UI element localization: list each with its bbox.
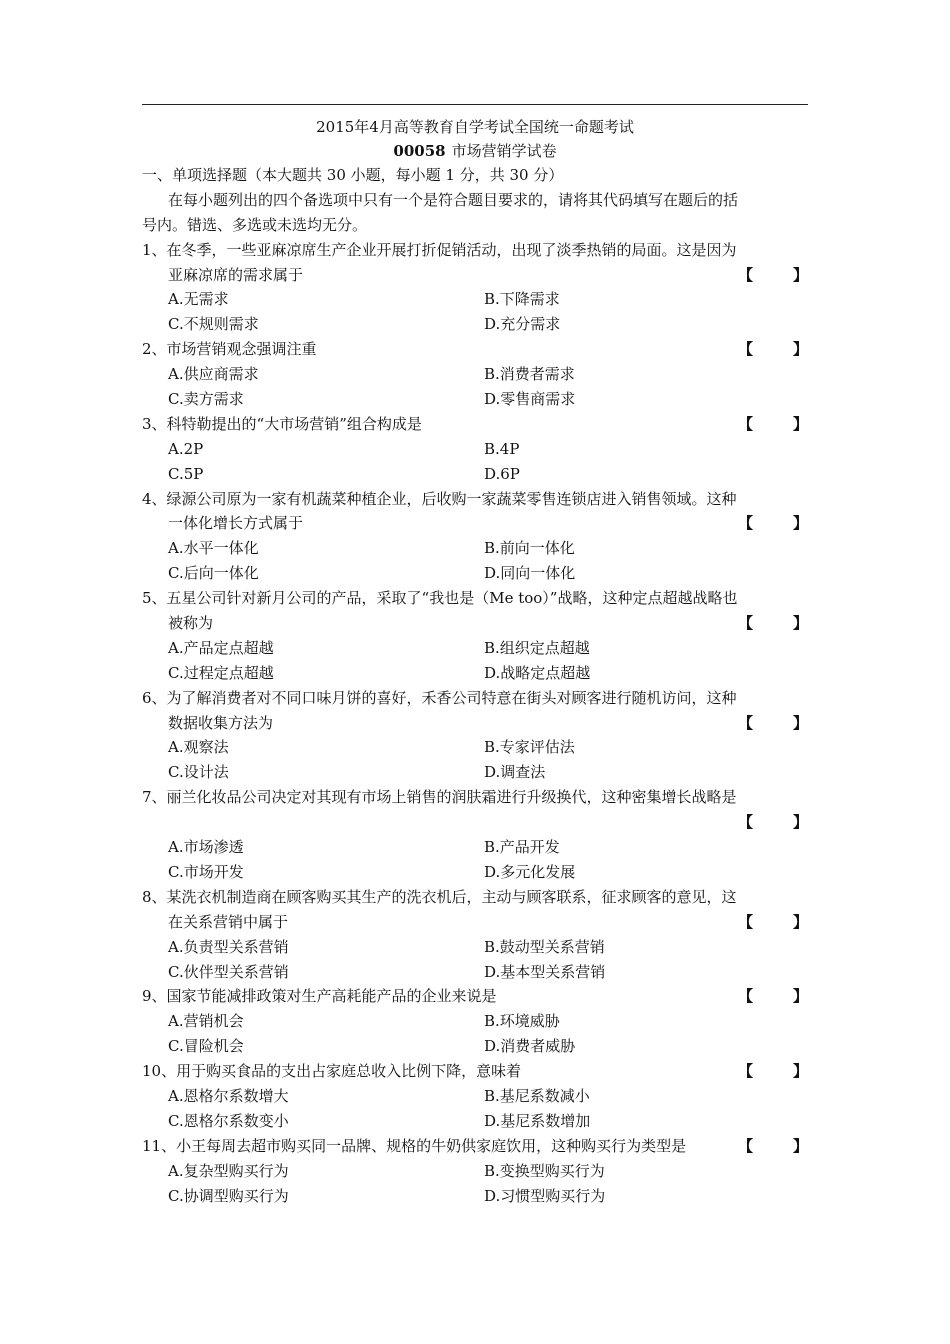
instruction-line-1: 在每小题列出的四个备选项中只有一个是符合题目要求的，请将其代码填写在题后的括 <box>168 190 739 209</box>
question-text: 2、市场营销观念强调注重 <box>142 340 317 359</box>
bracket-right: 】 <box>792 614 808 633</box>
question-9 <box>142 984 808 1059</box>
question-text: 被称为 <box>168 614 214 633</box>
question-stem <box>142 785 808 810</box>
question-stem-continued <box>142 263 808 288</box>
exam-title: 2015年4月高等教育自学考试全国统一命题考试 <box>316 118 634 136</box>
question-4 <box>142 487 808 587</box>
option-row <box>142 835 808 860</box>
option-c: C.过程定点超越 <box>168 663 274 682</box>
question-stem <box>142 1134 808 1159</box>
question-stem-continued <box>142 611 808 636</box>
option-row <box>142 860 808 885</box>
question-1 <box>142 238 808 338</box>
question-text: 4、绿源公司原为一家有机蔬菜种植企业，后收购一家蔬菜零售连锁店进入销售领域。这种 <box>142 489 737 508</box>
answer-bracket[interactable] <box>738 611 808 636</box>
answer-bracket[interactable] <box>738 711 808 736</box>
option-a: A.产品定点超越 <box>168 638 274 657</box>
option-b: B.下降需求 <box>484 290 560 309</box>
option-b: B.前向一体化 <box>484 539 575 558</box>
question-stem <box>142 1059 808 1084</box>
option-d: D.基尼系数增加 <box>484 1111 591 1130</box>
bracket-right: 】 <box>792 414 808 433</box>
option-d: D.零售商需求 <box>484 390 576 409</box>
question-text: 10、用于购买食品的支出占家庭总收入比例下降，意味着 <box>142 1062 522 1081</box>
question-7 <box>142 785 808 885</box>
option-b: B.环境威胁 <box>484 1012 560 1031</box>
question-text: 8、某洗衣机制造商在顾客购买其生产的洗衣机后，主动与顾客联系，征求顾客的意见，这 <box>142 887 737 906</box>
question-text: 9、国家节能减排政策对生产高耗能产品的企业来说是 <box>142 987 497 1006</box>
question-stem <box>142 586 808 611</box>
question-text: 5、五星公司针对新月公司的产品，采取了“我也是（Me too）”战略，这种定点超越战略也 <box>142 589 738 608</box>
question-text: 6、为了解消费者对不同口味月饼的喜好，禾香公司特意在街头对顾客进行随机访问，这种 <box>142 688 737 707</box>
option-d: D.6P <box>484 464 520 483</box>
bracket-right: 】 <box>792 1062 808 1081</box>
bracket-right: 】 <box>792 1136 808 1155</box>
bracket-right: 】 <box>792 912 808 931</box>
instruction-line-2: 号内。错选、多选或未选均无分。 <box>142 215 368 234</box>
option-a: A.负责型关系营销 <box>168 937 289 956</box>
question-stem <box>142 487 808 512</box>
option-row <box>142 362 808 387</box>
option-row <box>142 437 808 462</box>
answer-bracket[interactable] <box>738 511 808 536</box>
option-d: D.消费者威胁 <box>484 1037 576 1056</box>
option-row <box>142 312 808 337</box>
option-row <box>142 760 808 785</box>
option-a: A.复杂型购买行为 <box>168 1161 289 1180</box>
section-heading: 一、单项选择题（本大题共 30 小题，每小题 1 分，共 30 分） <box>142 166 564 184</box>
answer-bracket[interactable] <box>738 910 808 935</box>
question-text: 1、在冬季，一些亚麻凉席生产企业开展打折促销活动，出现了淡季热销的局面。这是因为 <box>142 240 737 259</box>
bracket-left: 【 <box>738 1062 754 1081</box>
option-a: A.恩格尔系数增大 <box>168 1086 289 1105</box>
option-row <box>142 1109 808 1134</box>
option-b: B.专家评估法 <box>484 738 575 757</box>
option-c: C.不规则需求 <box>168 315 259 334</box>
question-stem-continued <box>142 910 808 935</box>
question-text: 11、小王每周去超市购买同一品牌、规格的牛奶供家庭饮用，这种购买行为类型是 <box>142 1136 687 1155</box>
option-c: C.设计法 <box>168 763 229 782</box>
question-text: 7、丽兰化妆品公司决定对其现有市场上销售的润肤霜进行升级换代，这种密集增长战略是 <box>142 788 737 807</box>
option-row <box>142 536 808 561</box>
question-2 <box>142 337 808 412</box>
question-5 <box>142 586 808 686</box>
option-c: C.市场开发 <box>168 862 244 881</box>
question-3 <box>142 412 808 487</box>
question-text: 在关系营销中属于 <box>168 912 289 931</box>
bracket-left: 【 <box>738 614 754 633</box>
option-row <box>142 935 808 960</box>
option-row <box>142 960 808 985</box>
option-d: D.习惯型购买行为 <box>484 1186 606 1205</box>
option-a: A.无需求 <box>168 290 229 309</box>
question-text: 亚麻凉席的需求属于 <box>168 265 304 284</box>
bracket-left: 【 <box>738 340 754 359</box>
option-d: D.调查法 <box>484 763 546 782</box>
option-row <box>142 1034 808 1059</box>
bracket-left: 【 <box>738 912 754 931</box>
bracket-right: 】 <box>792 514 808 533</box>
option-c: C.伙伴型关系营销 <box>168 962 289 981</box>
question-stem <box>142 885 808 910</box>
option-c: C.5P <box>168 464 204 483</box>
question-text: 数据收集方法为 <box>168 713 274 732</box>
option-row <box>142 1009 808 1034</box>
question-8 <box>142 885 808 985</box>
option-b: B.4P <box>484 439 520 458</box>
option-a: A.市场渗透 <box>168 838 244 857</box>
option-b: B.鼓动型关系营销 <box>484 937 605 956</box>
answer-bracket[interactable] <box>738 412 808 437</box>
option-row <box>142 636 808 661</box>
question-stem-continued <box>142 711 808 736</box>
header-rule <box>142 104 808 105</box>
question-6 <box>142 686 808 786</box>
question-stem <box>142 686 808 711</box>
subject-code: 00058 <box>393 142 446 160</box>
option-row <box>142 462 808 487</box>
question-text: 3、科特勒提出的“大市场营销”组合构成是 <box>142 414 422 433</box>
answer-bracket[interactable] <box>738 1134 808 1159</box>
bracket-left: 【 <box>738 265 754 284</box>
option-d: D.战略定点超越 <box>484 663 591 682</box>
option-row <box>142 1084 808 1109</box>
question-10 <box>142 1059 808 1134</box>
exam-page <box>142 104 808 1208</box>
option-row <box>142 735 808 760</box>
option-a: A.2P <box>168 439 204 458</box>
question-stem <box>142 238 808 263</box>
option-a: A.供应商需求 <box>168 365 259 384</box>
option-d: D.同向一体化 <box>484 564 576 583</box>
option-a: A.营销机会 <box>168 1012 244 1031</box>
answer-bracket[interactable] <box>738 263 808 288</box>
option-b: B.变换型购买行为 <box>484 1161 605 1180</box>
option-d: D.多元化发展 <box>484 862 576 881</box>
option-row <box>142 1184 808 1209</box>
question-text: 一体化增长方式属于 <box>168 514 304 533</box>
option-a: A.观察法 <box>168 738 229 757</box>
option-c: C.冒险机会 <box>168 1037 244 1056</box>
answer-bracket[interactable] <box>738 984 808 1009</box>
question-stem <box>142 412 808 437</box>
option-b: B.消费者需求 <box>484 365 575 384</box>
bracket-right: 】 <box>792 987 808 1006</box>
option-b: B.组织定点超越 <box>484 638 590 657</box>
option-row <box>142 561 808 586</box>
option-c: C.后向一体化 <box>168 564 259 583</box>
exam-subtitle <box>142 139 808 163</box>
question-list <box>142 238 808 1209</box>
subject-name: 市场营销学试卷 <box>451 142 557 160</box>
option-d: D.基本型关系营销 <box>484 962 606 981</box>
bracket-left: 【 <box>738 414 754 433</box>
option-d: D.充分需求 <box>484 315 561 334</box>
option-row <box>142 1159 808 1184</box>
bracket-right: 】 <box>792 340 808 359</box>
question-11 <box>142 1134 808 1209</box>
bracket-left: 【 <box>738 1136 754 1155</box>
option-row <box>142 287 808 312</box>
bracket-left: 【 <box>738 514 754 533</box>
question-stem-continued <box>142 810 808 835</box>
question-stem <box>142 337 808 362</box>
answer-bracket[interactable] <box>738 1059 808 1084</box>
option-c: C.卖方需求 <box>168 390 244 409</box>
option-c: C.协调型购买行为 <box>168 1186 289 1205</box>
option-a: A.水平一体化 <box>168 539 259 558</box>
option-b: B.产品开发 <box>484 838 560 857</box>
option-c: C.恩格尔系数变小 <box>168 1111 289 1130</box>
option-row <box>142 661 808 686</box>
bracket-right: 】 <box>792 813 808 832</box>
question-stem <box>142 984 808 1009</box>
bracket-left: 【 <box>738 987 754 1006</box>
bracket-right: 】 <box>792 713 808 732</box>
bracket-right: 】 <box>792 265 808 284</box>
answer-bracket[interactable] <box>738 810 808 835</box>
question-stem-continued <box>142 511 808 536</box>
answer-bracket[interactable] <box>738 337 808 362</box>
option-b: B.基尼系数减小 <box>484 1086 590 1105</box>
option-row <box>142 387 808 412</box>
bracket-left: 【 <box>738 713 754 732</box>
bracket-left: 【 <box>738 813 754 832</box>
